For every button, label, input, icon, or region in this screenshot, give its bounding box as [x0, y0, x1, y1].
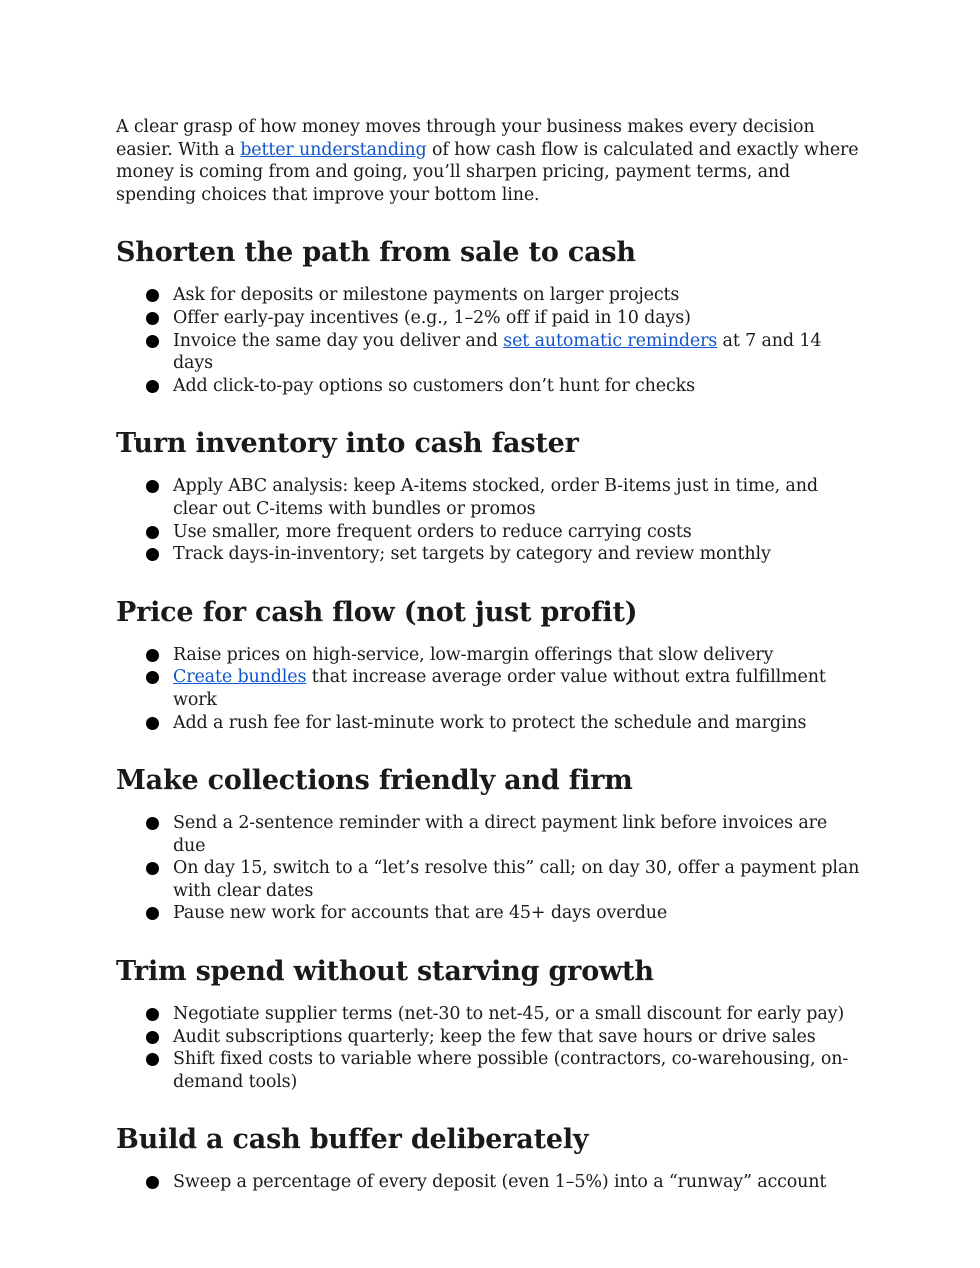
- section-cash-buffer: [116, 1123, 860, 1194]
- list-item: [116, 375, 860, 398]
- list-item: [116, 543, 860, 566]
- list-item: [116, 284, 860, 307]
- bullet-icon: [146, 907, 159, 920]
- bullet-list: [116, 475, 860, 565]
- section-trim-spend: [116, 955, 860, 1093]
- section-heading: Shorten the path from sale to cash: [116, 237, 636, 269]
- section-inventory: [116, 427, 860, 565]
- section-heading: Turn inventory into cash faster: [116, 428, 579, 460]
- list-item: [116, 902, 860, 925]
- section-heading: Build a cash buffer deliberately: [116, 1124, 589, 1156]
- list-item: [116, 1171, 860, 1194]
- list-item: [116, 857, 860, 902]
- better-understanding-link[interactable]: better understanding: [240, 139, 427, 160]
- list-item-text: Negotiate supplier terms (net-30 to net-45, or a small discount for early pay): [173, 1004, 845, 1025]
- section-shorten-path: [116, 236, 860, 397]
- list-item: [116, 812, 860, 857]
- list-item: [116, 475, 860, 520]
- bullet-icon: [146, 526, 159, 539]
- list-item-text: that increase average order value without extra fulfillment work: [173, 667, 826, 710]
- list-item-text: Track days-in-inventory; set targets by category and review monthly: [173, 544, 771, 565]
- list-item-text: Send a 2-sentence reminder with a direct payment link before invoices are due: [173, 813, 828, 856]
- list-item: [116, 712, 860, 735]
- bullet-icon: [146, 312, 159, 325]
- list-item-text: Apply ABC analysis: keep A-items stocked, order B-items just in time, and clear out C-items with bundles or promos: [173, 476, 818, 519]
- bullet-icon: [146, 1031, 159, 1044]
- list-item-text: On day 15, switch to a “let’s resolve this” call; on day 30, offer a payment plan with clear dates: [173, 858, 860, 901]
- bullet-icon: [146, 1176, 159, 1189]
- section-heading: Make collections friendly and firm: [116, 765, 633, 797]
- bullet-icon: [146, 671, 159, 684]
- list-item-text: at 7 and 14 days: [173, 330, 822, 374]
- section-heading: Price for cash flow (not just profit): [116, 596, 638, 628]
- list-item-text: Ask for deposits or milestone payments on larger projects: [173, 285, 680, 306]
- list-item: [116, 1026, 860, 1049]
- bullet-icon: [146, 717, 159, 730]
- bullet-list: [116, 644, 860, 734]
- list-item-text: Add a rush fee for last-minute work to protect the schedule and margins: [173, 712, 807, 733]
- section-pricing: [116, 596, 860, 734]
- list-item-text: Audit subscriptions quarterly; keep the few that save hours or drive sales: [173, 1026, 816, 1047]
- list-item: [116, 1048, 860, 1093]
- document-page: [116, 116, 860, 1194]
- intro-text-end: of how cash flow is calculated and exactly where money is coming from and going, you’ll sharpen pricing, payment terms, and spending choices that improve your bottom line.: [116, 139, 859, 205]
- bullet-list: [116, 1003, 860, 1093]
- bullet-list: [116, 284, 860, 397]
- section-heading: Trim spend without starving growth: [116, 956, 654, 988]
- list-item-text: Offer early-pay incentives (e.g., 1–2% off if paid in 10 days): [173, 307, 691, 328]
- list-item: [116, 521, 860, 544]
- create-bundles-link[interactable]: Create bundles: [173, 667, 307, 688]
- bullet-icon: [146, 548, 159, 561]
- list-item: [116, 330, 860, 375]
- list-item-text: Sweep a percentage of every deposit (even 1–5%) into a “runway” account: [173, 1172, 827, 1193]
- automatic-reminders-link[interactable]: set automatic reminders: [503, 330, 718, 351]
- section-collections: [116, 764, 860, 925]
- list-item-text: Invoice the same day you deliver and: [173, 330, 504, 351]
- list-item-text: Add click-to-pay options so customers don’t hunt for checks: [173, 375, 695, 396]
- list-item-text: Use smaller, more frequent orders to reduce carrying costs: [173, 521, 692, 542]
- list-item: [116, 307, 860, 330]
- bullet-icon: [146, 817, 159, 830]
- bullet-icon: [146, 289, 159, 302]
- list-item: [116, 666, 860, 711]
- bullet-icon: [146, 1053, 159, 1066]
- bullet-icon: [146, 1008, 159, 1021]
- list-item: [116, 1003, 860, 1026]
- intro-text-start: A clear grasp of how money moves through your business makes every decision easier. With a: [116, 117, 815, 160]
- bullet-list: [116, 812, 860, 925]
- bullet-icon: [146, 649, 159, 662]
- list-item-text: Raise prices on high-service, low-margin offerings that slow delivery: [173, 644, 774, 665]
- intro-paragraph: [116, 116, 860, 206]
- bullet-list: [116, 1171, 860, 1194]
- list-item-text: Shift fixed costs to variable where possible (contractors, co-warehousing, on-demand tools): [173, 1049, 849, 1092]
- bullet-icon: [146, 335, 159, 348]
- list-item-text: Pause new work for accounts that are 45+ days overdue: [173, 903, 668, 924]
- list-item: [116, 644, 860, 667]
- bullet-icon: [146, 480, 159, 493]
- bullet-icon: [146, 862, 159, 875]
- bullet-icon: [146, 380, 159, 393]
